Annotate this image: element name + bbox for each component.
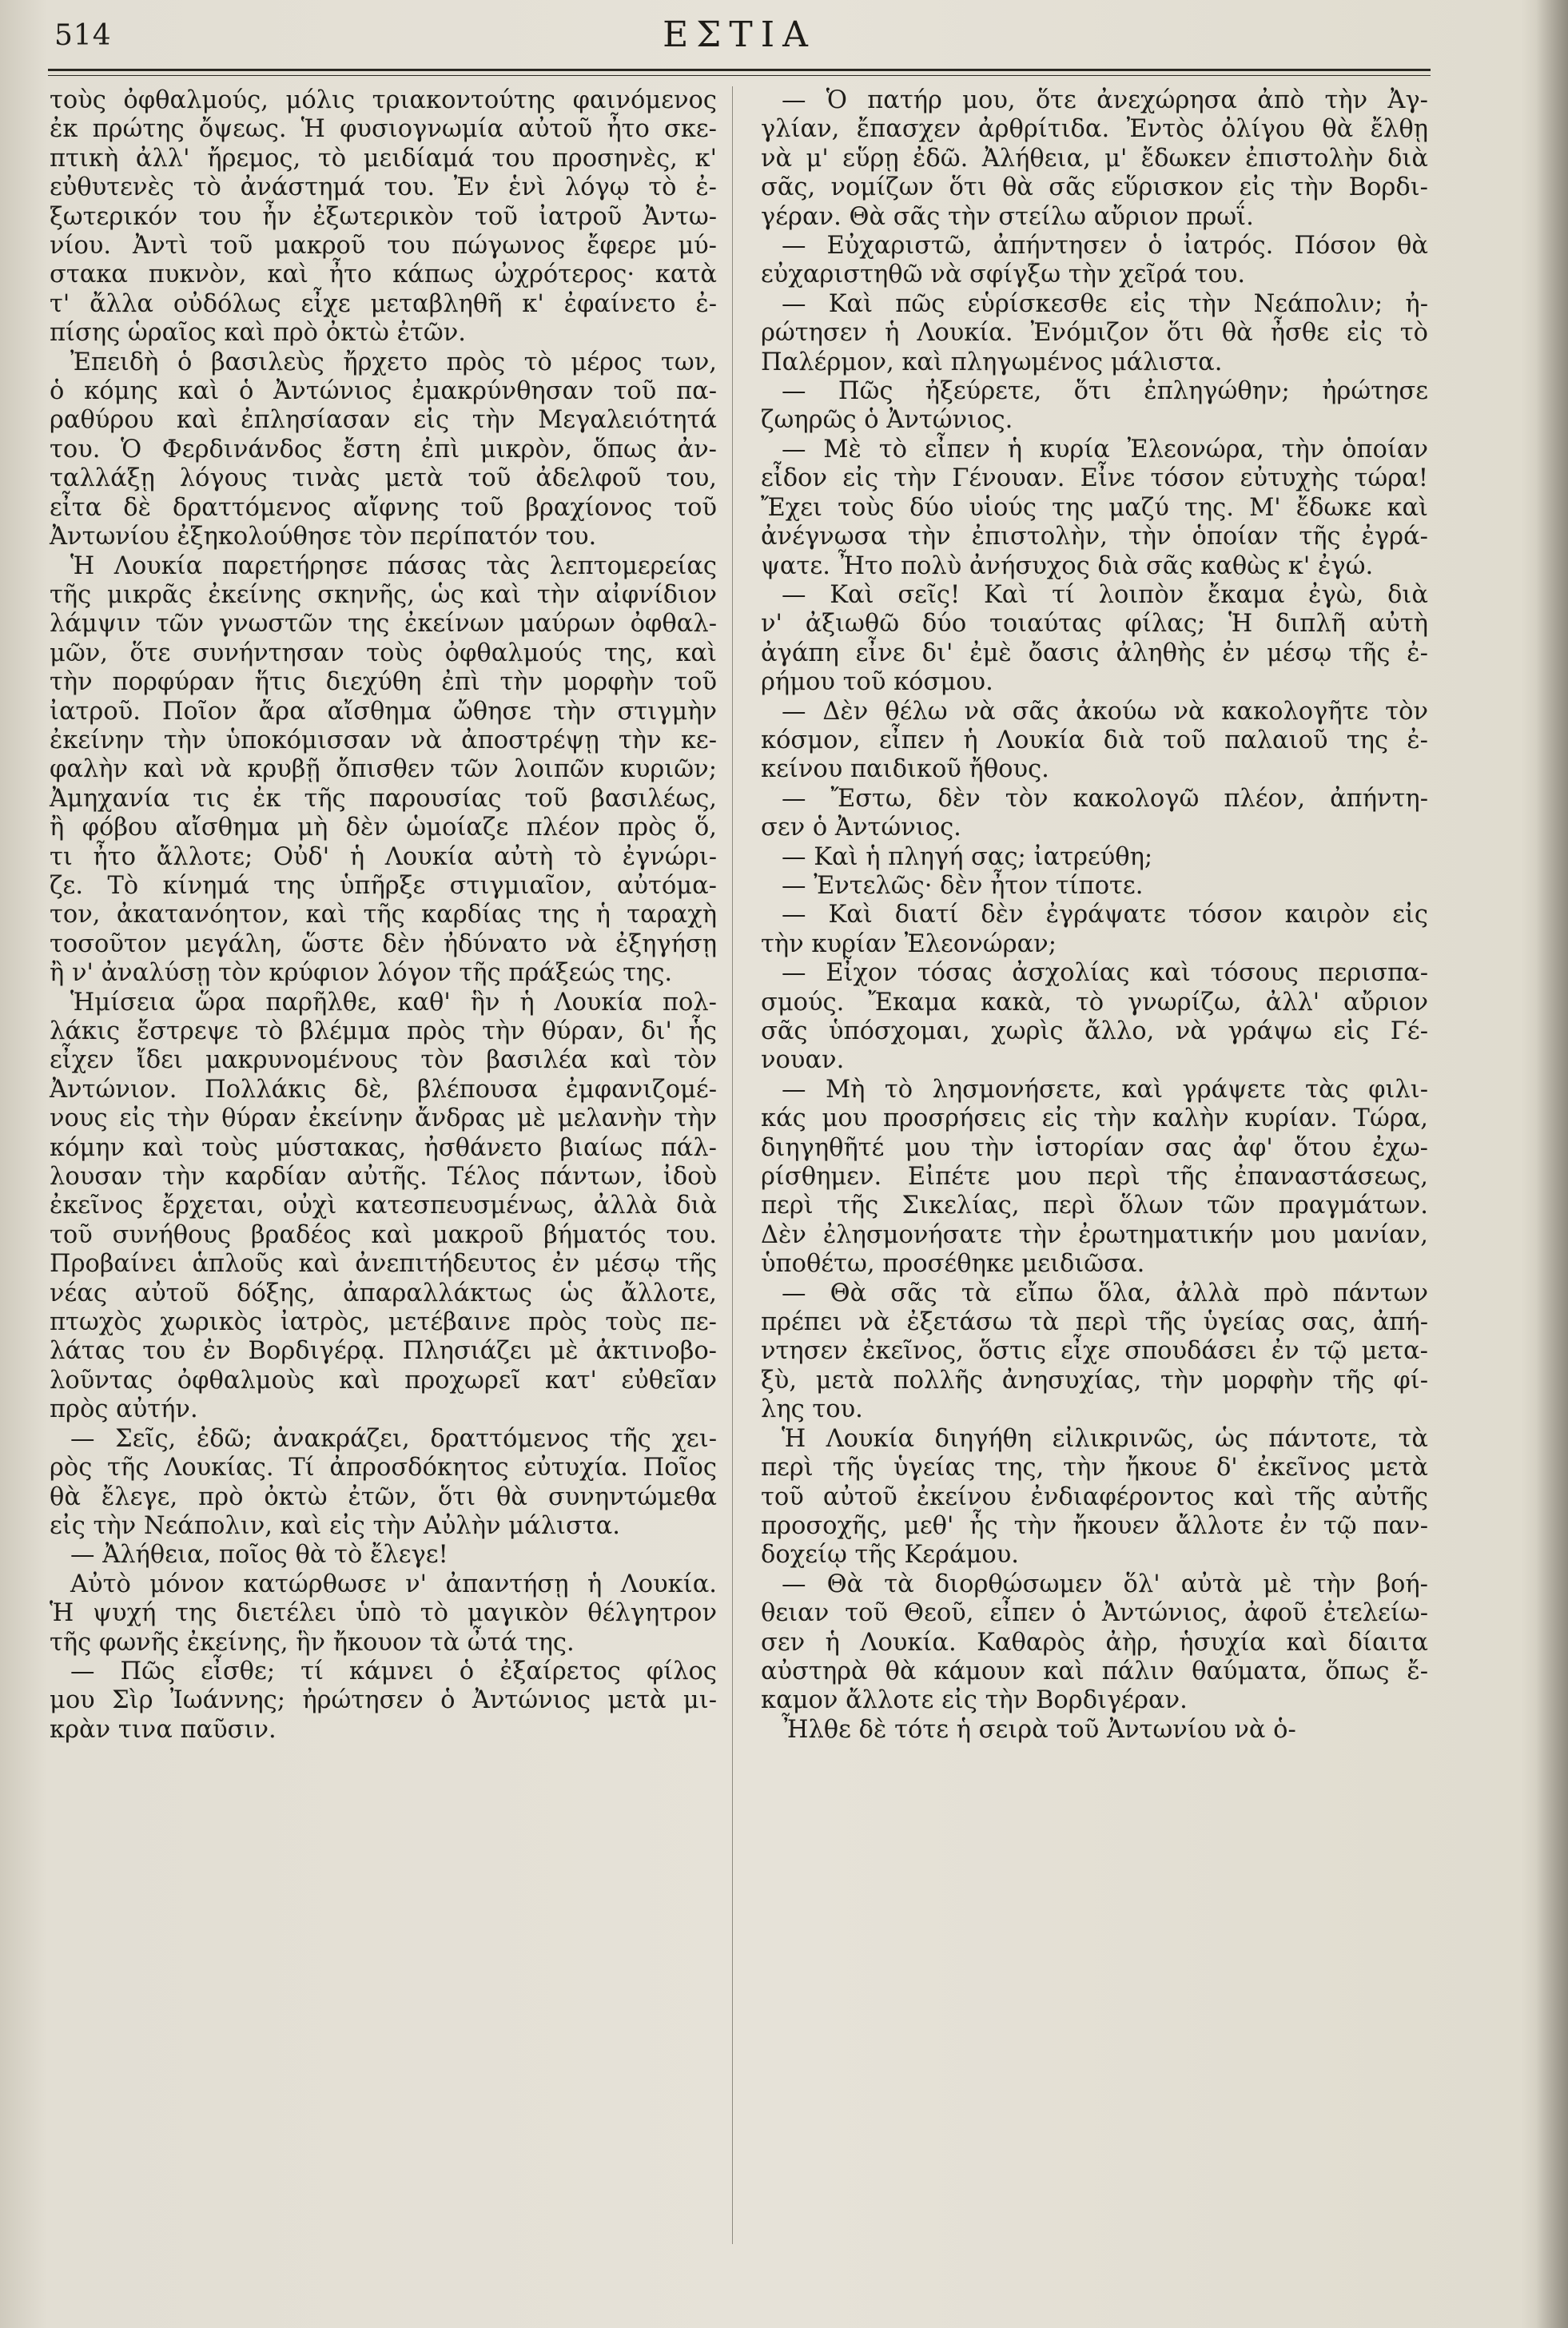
text-line: ζωηρῶς ὁ Ἀντώνιος. [761,406,1013,435]
text-line: τοῦ αὐτοῦ ἐκείνου ἐνδιαφέροντος καὶ τῆς αὐτῆς [761,1482,1428,1511]
text-line: Αὐτὸ μόνον κατώρθωσε ν' ἀπαντήσῃ ἡ Λουκία. [70,1570,717,1598]
text-line: λάμψιν τῶν γνωστῶν της ἐκείνων μαύρων ὀφθαλ- [50,610,717,639]
text-line: εἶδον εἰς τὴν Γένουαν. Εἶνε τόσον εὐτυχὴς τώρα! [761,464,1428,493]
text-line: εἶτα δὲ δραττόμενος αἴφνης τοῦ βραχίονος τοῦ [50,493,717,522]
text-line: νουαν. [761,1046,845,1075]
header-rule-thin [48,75,1431,76]
text-line: εἰς τὴν Νεάπολιν, καὶ εἰς τὴν Αὐλὴν μάλιστα. [50,1511,620,1540]
text-line: τῆς μικρᾶς ἐκείνης σκηνῆς, ὡς καὶ τὴν αἰφνίδιον [50,580,717,609]
text-line: Δὲν ἐλησμονήσατε τὴν ἐρωτηματικήν μου μανίαν, [761,1220,1428,1249]
text-line: νέας αὐτοῦ δόξης, ἀπαραλλάκτως ὡς ἄλλοτε, [50,1279,717,1307]
text-line: ρὸς τῆς Λουκίας. Τί ἀπροσδόκητος εὐτυχία. Ποῖος [50,1454,717,1482]
text-line: Προβαίνει ἁπλοῦς καὶ ἀνεπιτήδευτος ἐν μέσῳ τῆς [50,1250,717,1279]
text-line: διηγηθῆτέ μου τὴν ἱστορίαν σας ἀφ' ὅτου ἐχω- [761,1133,1428,1162]
text-line: ἢ φόβου αἴσθημα μὴ δὲν ὡμοίαζε πλέον πρὸς ὅ, [50,814,717,842]
text-line: Ἀντωνίου ἐξηκολούθησε τὸν περίπατόν του. [50,523,597,551]
text-line: ξωτερικόν του ἦν ἐξωτερικὸν τοῦ ἰατροῦ Ἀντω- [50,202,717,231]
text-line: γέραν. Θὰ σᾶς τὴν στείλω αὔριον πρωΐ. [761,202,1254,231]
text-line: εὐθυτενὲς τὸ ἀνάστημά του. Ἐν ἑνὶ λόγῳ τὸ ἐ- [50,173,717,202]
text-line: μῶν, ὅτε συνήντησαν τοὺς ὀφθαλμούς της, καὶ [50,639,717,667]
text-line: — Εὐχαριστῶ, ἀπήντησεν ὁ ἰατρός. Πόσον θὰ [782,232,1428,261]
text-line: ρίσθημεν. Εἰπέτε μου περὶ τῆς ἐπαναστάσεως, [761,1163,1428,1192]
text-line: Ἐπειδὴ ὁ βασιλεὺς ἤρχετο πρὸς τὸ μέρος των, [70,348,717,376]
text-line: τοὺς ὀφθαλμούς, μόλις τριακοντούτης φαινόμενος [50,86,717,114]
text-line: δοχείῳ τῆς Κεράμου. [761,1541,1019,1570]
text-line: νίου. Ἀντὶ τοῦ μακροῦ του πώγωνος ἔφερε μύ- [50,232,717,261]
text-line: πτικὴ ἀλλ' ἤρεμος, τὸ μειδίαμά του προσηνὲς, κ' [50,144,717,173]
text-line: — Εἶχον τόσας ἀσχολίας καὶ τόσους περισπα- [782,959,1428,988]
text-line: — Μὲ τὸ εἶπεν ἡ κυρία Ἐλεονώρα, τὴν ὁποίαν [782,435,1428,464]
text-line: τὴν κυρίαν Ἐλεονώραν; [761,929,1057,958]
text-line: ρώτησεν ἡ Λουκία. Ἐνόμιζον ὅτι θὰ ἦσθε εἰς τὸ [761,319,1428,348]
text-line: κόμην καὶ τοὺς μύστακας, ἠσθάνετο βιαίως πάλ- [50,1133,717,1162]
text-line: τοσοῦτον μεγάλη, ὥστε δὲν ἠδύνατο νὰ ἐξηγήσῃ [50,929,717,958]
right-column [761,86,1428,1745]
text-line: ἰατροῦ. Ποῖον ἄρα αἴσθημα ὤθησε τὴν στιγμὴν [50,697,717,726]
text-line: του. Ὁ Φερδινάνδος ἔστη ἐπὶ μικρὸν, ὅπως ἀν- [50,435,717,464]
text-line: σεν ἡ Λουκία. Καθαρὸς ἀὴρ, ἡσυχία καὶ δίαιτα [761,1628,1428,1657]
text-line: — Θὰ σᾶς τὰ εἴπω ὅλα, ἀλλὰ πρὸ πάντων [782,1279,1428,1307]
page-edge-shadow [1536,0,1568,2328]
text-line: περὶ τῆς Σικελίας, περὶ ὅλων τῶν πραγμάτων. [761,1192,1428,1220]
text-line: — Ἀλήθεια, ποῖος θὰ τὸ ἔλεγε! [70,1541,448,1570]
header-rule [48,69,1431,71]
text-line: κάς μου προσρήσεις εἰς τὴν καλὴν κυρίαν. Τώρα, [761,1104,1428,1133]
text-line: — Δὲν θέλω νὰ σᾶς ἀκούω νὰ κακολογῆτε τὸν [782,697,1428,726]
text-line: εἶχεν ἴδει μακρυνομένους τὸν βασιλέα καὶ τὸν [50,1046,717,1075]
text-line: λουσαν τὴν καρδίαν αὐτῆς. Τέλος πάντων, ἰδοὺ [50,1163,717,1192]
text-line: Ἡμίσεια ὥρα παρῆλθε, καθ' ἣν ἡ Λουκία πολ- [70,988,717,1017]
text-line: Ἡ ψυχή της διετέλει ὑπὸ τὸ μαγικὸν θέλγητρον [50,1599,717,1628]
text-line: τὴν πορφύραν ἥτις διεχύθη ἐπὶ τὴν μορφὴν τοῦ [50,668,717,697]
text-line: πτωχὸς χωρικὸς ἰατρὸς, μετέβαινε πρὸς τοὺς πε- [50,1308,717,1337]
text-line: πρὸς αὐτήν. [50,1395,198,1424]
running-title: ΕΣΤΙΑ [663,14,816,55]
text-line: μου Σὶρ Ἰωάννης; ἠρώτησεν ὁ Ἀντώνιος μετὰ μι- [50,1686,717,1715]
text-line: Ἦλθε δὲ τότε ἡ σειρὰ τοῦ Ἀντωνίου νὰ ὁ- [782,1715,1296,1744]
text-line: καμον ἄλλοτε εἰς τὴν Βορδιγέραν. [761,1686,1188,1715]
text-line: ἐκεῖνος ἔρχεται, οὐχὶ κατεσπευσμένως, ἀλλὰ διὰ [50,1192,717,1220]
text-line: ραθύρου καὶ ἐπλησίασαν εἰς τὴν Μεγαλειότητά [50,406,717,435]
text-line: ἀνέγνωσα τὴν ἐπιστολὴν, τὴν ὁποίαν τῆς ἐγρά- [761,523,1428,551]
text-line: ἐκ πρώτης ὄψεως. Ἡ φυσιογνωμία αὐτοῦ ἦτο σκε- [50,115,717,144]
text-line: Ἔχει τοὺς δύο υἱούς της μαζύ της. Μ' ἔδωκε καὶ [761,493,1428,522]
text-line: ὁ κόμης καὶ ὁ Ἀντώνιος ἐμακρύνθησαν τοῦ πα- [50,377,717,406]
text-line: φαλὴν καὶ νὰ κρυβῇ ὄπισθεν τῶν λοιπῶν κυριῶν; [50,755,717,784]
text-line: ζε. Τὸ κίνημά της ὑπῆρξε στιγμιαῖον, αὐτόμα- [50,871,717,900]
text-line: — Θὰ τὰ διορθώσωμεν ὅλ' αὐτὰ μὲ τὴν βοή- [782,1570,1428,1598]
text-line: θειαν τοῦ Θεοῦ, εἶπεν ὁ Ἀντώνιος, ἀφοῦ ἐτελείω- [761,1599,1428,1628]
text-line: σεν ὁ Ἀντώνιος. [761,814,961,842]
text-line: αὐστηρὰ θὰ κάμουν καὶ πάλιν θαύματα, ὅπως ἔ- [761,1657,1428,1685]
text-line: τῆς φωνῆς ἐκείνης, ἣν ἤκουον τὰ ὦτά της. [50,1628,575,1657]
text-line: — Σεῖς, ἐδῶ; ἀνακράζει, δραττόμενος τῆς χει- [70,1424,717,1453]
text-line: πίσης ὡραῖος καὶ πρὸ ὀκτὼ ἐτῶν. [50,319,466,348]
text-line: ρήμου τοῦ κόσμου. [761,668,993,697]
text-line: πρέπει νὰ ἐξετάσω τὰ περὶ τῆς ὑγείας σας, ἀπή- [761,1308,1428,1337]
text-line: σᾶς, νομίζων ὅτι θὰ σᾶς εὕρισκον εἰς τὴν Βορδι- [761,173,1428,202]
text-line: λοῦντας ὀφθαλμοὺς καὶ προχωρεῖ κατ' εὐθεῖαν [50,1366,717,1395]
text-line: κόσμον, εἶπεν ἡ Λουκία διὰ τοῦ παλαιοῦ της ἐ- [761,726,1428,754]
page-number: 514 [54,19,112,52]
text-line: τ' ἄλλα οὐδόλως εἶχε μεταβληθῆ κ' ἐφαίνετο ἐ- [50,289,717,318]
text-line: γλίαν, ἔπασχεν ἀρθρίτιδα. Ἐντὸς ὀλίγου θὰ ἔλθῃ [761,115,1428,144]
text-line: τοῦ συνήθους βραδέος καὶ μακροῦ βήματός του. [50,1220,717,1249]
text-line: — Ἔστω, δὲν τὸν κακολογῶ πλέον, ἀπήντη- [782,784,1428,813]
text-line: νους εἰς τὴν θύραν ἐκείνην ἄνδρας μὲ μελανὴν τὴν [50,1104,717,1133]
text-line: Ἡ Λουκία διηγήθη εἰλικρινῶς, ὡς πάντοτε, τὰ [782,1424,1428,1453]
text-line: Ἀμηχανία τις ἐκ τῆς παρουσίας τοῦ βασιλέως, [50,784,717,813]
text-line: λης του. [761,1395,863,1424]
text-line: τον, ἀκατανόητον, καὶ τῆς καρδίας της ἡ ταραχὴ [50,901,717,929]
text-line: — Καὶ πῶς εὑρίσκεσθε εἰς τὴν Νεάπολιν; ἠ- [782,289,1428,318]
text-line: κρὰν τινα παῦσιν. [50,1715,277,1744]
page-header [48,14,1431,62]
text-line: ἢ ν' ἀναλύσῃ τὸν κρύφιον λόγον τῆς πράξεώς της. [50,959,673,988]
text-line: — Ἐντελῶς· δὲν ἦτον τίποτε. [782,871,1144,900]
text-line: ξὺ, μετὰ πολλῆς ἀνησυχίας, τὴν μορφὴν τῆς φί- [761,1366,1428,1395]
text-line: Ἀντώνιον. Πολλάκις δὲ, βλέπουσα ἐμφανιζομέ- [50,1075,717,1104]
text-line: ἀγάπη εἶνε δι' ἐμὲ ὄασις ἀληθὴς ἐν μέσῳ τῆς ἐ- [761,639,1428,667]
text-line: κείνου παιδικοῦ ἤθους. [761,755,1049,784]
text-line: προσοχῆς, μεθ' ἧς τὴν ἤκουεν ἄλλοτε ἐν τῷ παν- [761,1511,1428,1540]
text-line: — Καὶ σεῖς! Καὶ τί λοιπὸν ἔκαμα ἐγὼ, διὰ [782,580,1428,609]
column-divider [732,86,733,2244]
text-line: λάκις ἔστρεψε τὸ βλέμμα πρὸς τὴν θύραν, δι' ἧς [50,1017,717,1045]
text-line: — Καὶ διατί δὲν ἐγράψατε τόσον καιρὸν εἰς [782,901,1428,929]
text-line: περὶ τῆς ὑγείας της, τὴν ἤκουε δ' ἐκεῖνος μετὰ [761,1454,1428,1482]
left-column [50,86,717,1745]
text-line: Παλέρμον, καὶ πληγωμένος μάλιστα. [761,348,1223,376]
text-line: σᾶς ὑπόσχομαι, χωρὶς ἄλλο, νὰ γράψω εἰς Γέ- [761,1017,1428,1045]
text-line: — Ὁ πατήρ μου, ὅτε ἀνεχώρησα ἀπὸ τὴν Ἀγ- [782,86,1428,114]
text-line: θὰ ἔλεγε, πρὸ ὀκτὼ ἐτῶν, ὅτι θὰ συνηντώμεθα [50,1482,717,1511]
text-line: ταλλάξῃ λόγους τινὰς μετὰ τοῦ ἀδελφοῦ του, [50,464,717,493]
text-line: ὑποθέτω, προσέθηκε μειδιῶσα. [761,1250,1145,1279]
text-line: νὰ μ' εὕρῃ ἐδῶ. Ἀλήθεια, μ' ἔδωκεν ἐπιστολὴν διὰ [761,144,1428,173]
text-line: — Καὶ ἡ πληγή σας; ἰατρεύθη; [782,842,1153,871]
text-line: εὐχαριστηθῶ νὰ σφίγξω τὴν χεῖρά του. [761,261,1246,289]
text-line: — Μὴ τὸ λησμονήσετε, καὶ γράψετε τὰς φιλι- [782,1075,1428,1104]
text-line: ψατε. Ἦτο πολὺ ἀνήσυχος διὰ σᾶς καθὼς κ' ἐγώ. [761,551,1374,580]
text-line: τι ἦτο ἄλλοτε; Οὐδ' ἡ Λουκία αὐτὴ τὸ ἐγνώρι- [50,842,717,871]
text-line: ἐκείνην τὴν ὑποκόμισσαν νὰ ἀποστρέψῃ τὴν κε- [50,726,717,754]
text-line: στακα πυκνὸν, καὶ ἦτο κάπως ὠχρότερος· κατὰ [50,261,717,289]
text-line: ν' ἀξιωθῶ δύο τοιαύτας φίλας; Ἡ διπλῆ αὐτὴ [761,610,1428,639]
text-line: λάτας του ἐν Βορδιγέρᾳ. Πλησιάζει μὲ ἀκτινοβο- [50,1337,717,1366]
text-line: Ἡ Λουκία παρετήρησε πάσας τὰς λεπτομερείας [70,551,717,580]
text-line: ντησεν ἐκεῖνος, ὅστις εἶχε σπουδάσει ἐν τῷ μετα- [761,1337,1428,1366]
text-line: σμούς. Ἔκαμα κακὰ, τὸ γνωρίζω, ἀλλ' αὔριον [761,988,1428,1017]
text-line: — Πῶς εἶσθε; τί κάμνει ὁ ἐξαίρετος φίλος [70,1657,717,1685]
text-line: — Πῶς ἠξεύρετε, ὅτι ἐπληγώθην; ἠρώτησε [782,377,1428,406]
